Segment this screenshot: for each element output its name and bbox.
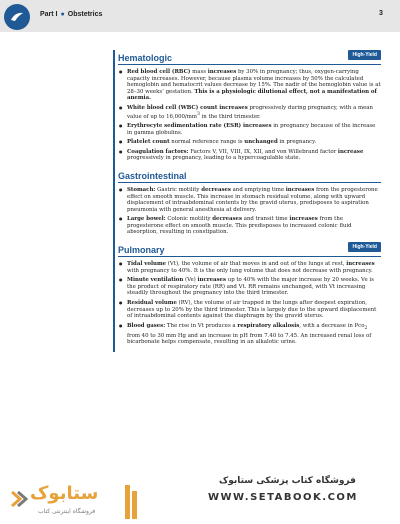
footer-store-title: فروشگاه کتاب پزشکی ستابوک — [219, 476, 356, 486]
section-heading — [118, 242, 381, 257]
header-book-icon — [4, 4, 30, 30]
setabook-logo — [0, 478, 124, 524]
section-pulmonary — [115, 242, 381, 346]
bullet-list — [115, 187, 381, 236]
logo-arrows-icon — [8, 488, 30, 510]
section-gastrointestinal — [115, 168, 381, 236]
list-item: ● Coagulation factors: Factors V, VII, VIII, IX, XII, and von Willebrand factor increase progressively in pregnancy, leading to a hypercoagulable state. — [127, 149, 381, 162]
section-title: Gastrointestinal — [118, 170, 187, 181]
logo-subtitle: فروشگاه اینترنتی کتاب — [38, 508, 96, 515]
footer-book-icon — [124, 485, 138, 519]
section-heading — [118, 50, 381, 65]
list-item: ● Tidal volume (Vt), the volume of air that moves in and out of the lungs at rest, increases with pregnancy to 40%. It is the only lung volume that does not decrease with pregnancy. — [127, 261, 381, 274]
header-section: Obstetrics — [67, 11, 103, 18]
list-item: ● Platelet count normal reference range is unchanged in pregnancy. — [127, 139, 381, 146]
list-item: ● Red blood cell (RBC) mass increases by 30% in pregnancy; thus, oxygen-carrying capacity increases. However, because plasma volume increases by 50% the calculated hemoglobin and hematocrit values decrease by 15%. The nadir of the hemoglobin value is at 28–30 weeks’ gestation. This is a physiologic dilutional effect, not a manifestation of anemia. — [127, 69, 381, 102]
high-yield-badge: High-Yield — [348, 242, 381, 252]
section-title: Hematologic — [118, 53, 173, 63]
high-yield-badge: High-Yield — [348, 50, 381, 60]
section-heading — [118, 168, 381, 183]
bullet-list — [115, 261, 381, 346]
list-item: ● Residual volume (RV), the volume of air trapped in the lungs after deepest expiration, decreases up to 20% by the third trimester. This is largely due to the upward displacement of intraabdominal contents against the diaphragm by the gravid uterus. — [127, 300, 381, 320]
list-item: ● Large bowel: Colonic motility decreases and transit time increases from the progesterone effect on smooth muscle. This predisposes to increased colonic fluid absorption, resulting in constipation. — [127, 216, 381, 236]
footer-url[interactable]: WWW.SETABOOK.COM — [208, 492, 358, 503]
page-header — [0, 0, 400, 32]
bullet-list — [115, 69, 381, 162]
section-title: Pulmonary — [118, 245, 165, 256]
list-item: ● White blood cell (WBC) count increases progressively during pregnancy, with a mean value of up to $16,000/mm^3$ in the third trimester. — [127, 105, 381, 120]
main-content — [113, 50, 381, 352]
footer — [0, 465, 400, 519]
list-item: ● Erythrocyte sedimentation rate (ESR) increases in pregnancy because of the increase in gamma globulins. — [127, 123, 381, 136]
header-breadcrumb — [40, 11, 102, 18]
header-part: Part I — [40, 11, 58, 18]
list-item: ● Minute ventilation (Ve) increases up to 40% with the major increase by 20 weeks. Ve is the product of respiratory rate (RR) and Vt. RR remains unchanged, with Vt increasing steadily throughout the pregnancy into the third trimester. — [127, 277, 381, 297]
section-hematologic — [115, 50, 381, 162]
logo-text: ستابوک — [30, 483, 99, 504]
bullet-icon: ● — [60, 11, 65, 18]
list-item: ● Blood gases: The rise in Vt produces a respiratory alkalosis, with a decrease in Pco$_2$ from 40 to 30 mm Hg and an increase in pH from 7.40 to 7.45. An increased renal loss of bicarbonate helps compensate, resulting in an alkalotic urine. — [127, 323, 381, 346]
page-number: 3 — [379, 10, 383, 17]
list-item: ● Stomach: Gastric motility decreases and emptying time increases from the progesterone effect on smooth muscle. This increase in stomach residual volume, along with upward displacement of intraabdominal contents by the gravid uterus, predisposes to aspiration pneumonia with general anesthesia at delivery. — [127, 187, 381, 213]
